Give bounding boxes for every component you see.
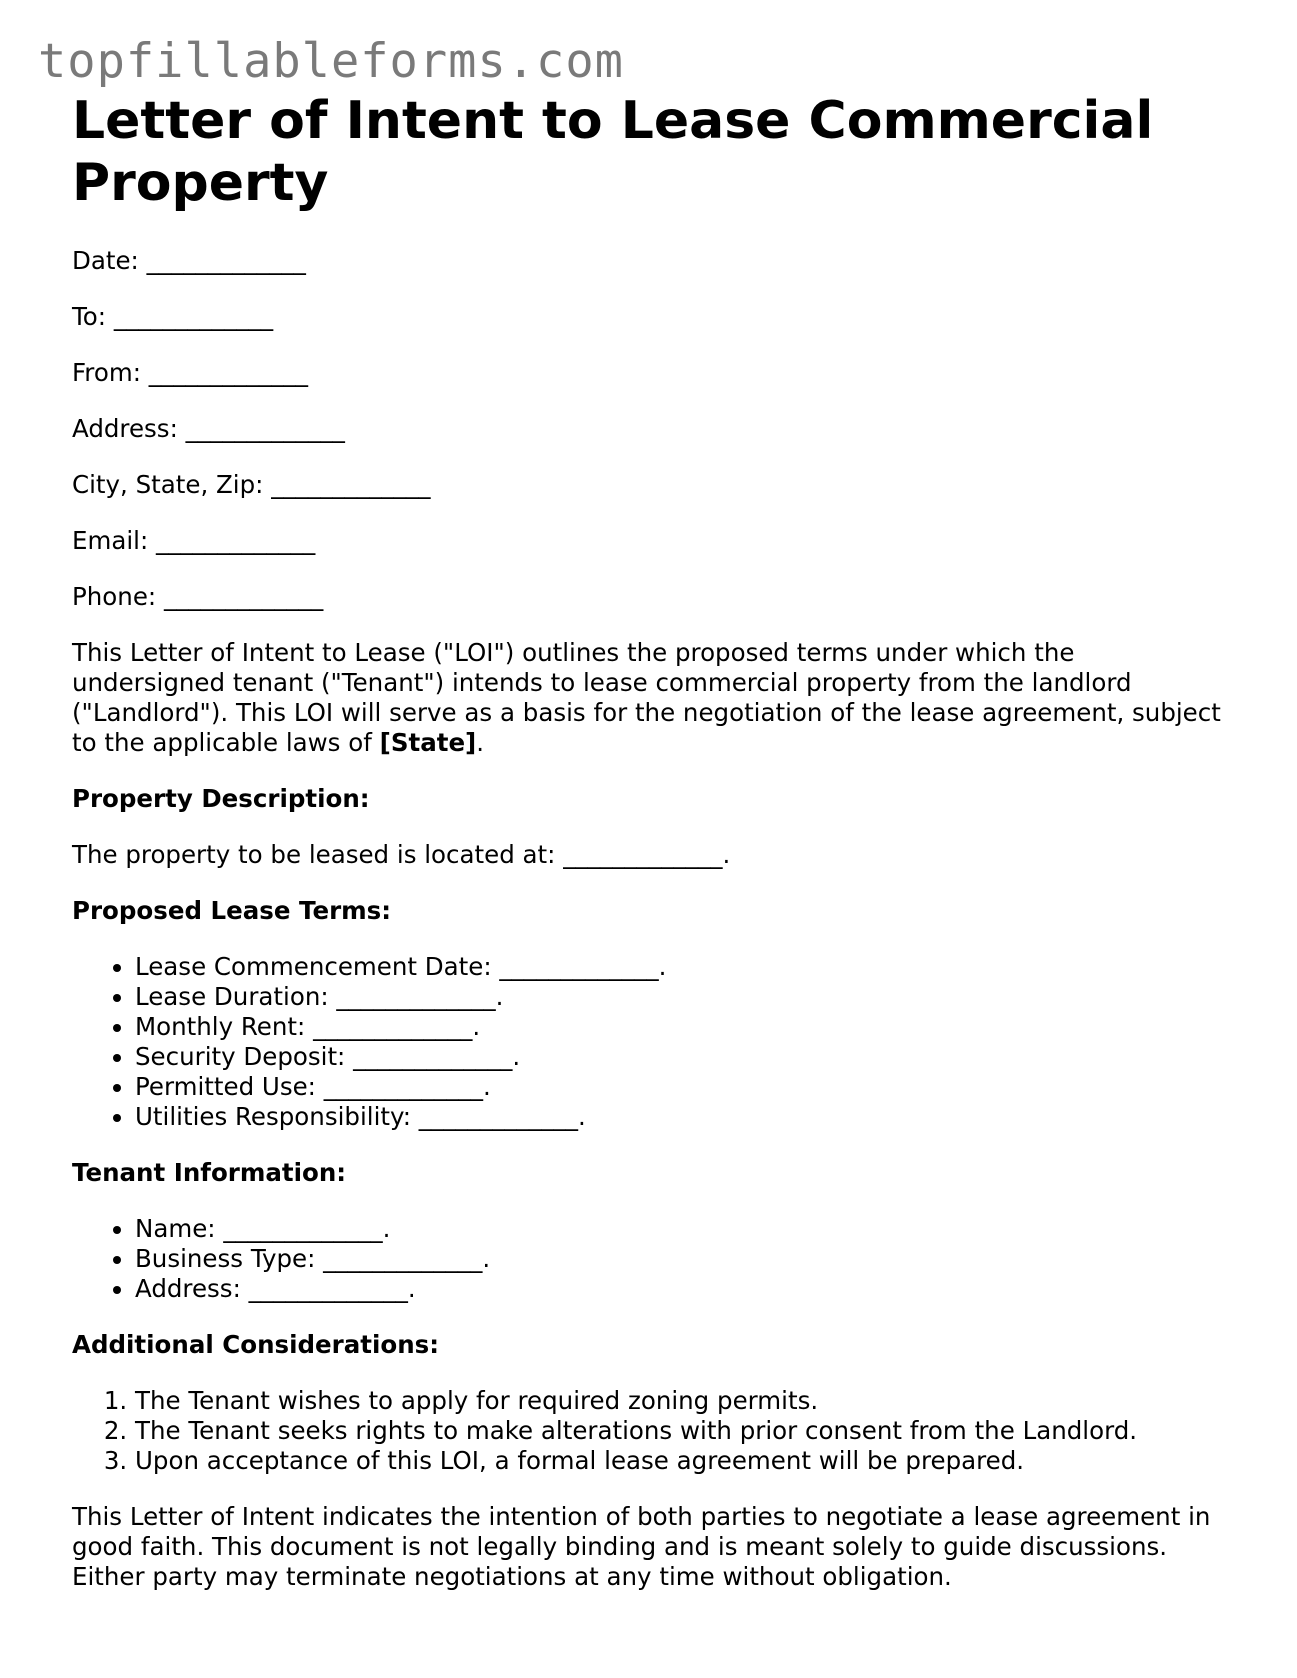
state-placeholder: [State] xyxy=(379,728,477,757)
to-blank[interactable]: _____________ xyxy=(113,302,274,331)
list-item: • Permitted Use: _____________. xyxy=(135,1072,1232,1102)
intro-paragraph: This Letter of Intent to Lease ("LOI") outlines the proposed terms under which the undersigned tenant ("Tenant") intends to lease commercial property from the landlord ("Landlord"). This LOI will serve as a basis for the negotiation of the lease agreement, subject to the applicable laws of [State]. xyxy=(72,638,1221,757)
list-item: • Monthly Rent: _____________. xyxy=(135,1012,1232,1042)
list-item: • Name: _____________. xyxy=(135,1214,1232,1244)
phone-blank[interactable]: _____________ xyxy=(163,582,324,611)
additional-considerations-heading: Additional Considerations: xyxy=(72,1330,440,1359)
list-item: 2. The Tenant seeks rights to make alterations with prior consent from the Landlord. xyxy=(135,1416,1232,1446)
business-type-blank[interactable]: _____________ xyxy=(323,1244,483,1273)
list-item: • Lease Duration: _____________. xyxy=(135,982,1232,1012)
utilities-blank[interactable]: _____________ xyxy=(418,1102,578,1131)
email-blank[interactable]: _____________ xyxy=(156,526,316,555)
permitted-use-blank[interactable]: _____________ xyxy=(323,1072,483,1101)
address-blank[interactable]: _____________ xyxy=(185,414,345,443)
additional-considerations-list xyxy=(72,1386,1232,1476)
list-item: • Address: _____________. xyxy=(135,1274,1232,1304)
city-state-zip-blank[interactable]: _____________ xyxy=(271,470,431,499)
header-fields xyxy=(72,246,1232,612)
property-location-blank[interactable]: _____________ xyxy=(563,840,723,869)
to-field: To: _____________ xyxy=(72,302,274,331)
lease-terms-list xyxy=(72,952,1232,1132)
tenant-information-list xyxy=(72,1214,1232,1304)
commencement-date-blank[interactable]: _____________ xyxy=(499,952,659,981)
date-field: Date: _____________ xyxy=(72,246,306,275)
lease-terms-heading: Proposed Lease Terms: xyxy=(72,896,392,925)
address-field: Address: _____________ xyxy=(72,414,345,443)
email-field: Email: _____________ xyxy=(72,526,316,555)
tenant-information-heading: Tenant Information: xyxy=(72,1158,347,1187)
monthly-rent-blank[interactable]: _____________ xyxy=(313,1012,473,1041)
closing-paragraph: This Letter of Intent indicates the intention of both parties to negotiate a lease agreement in good faith. This document is not legally binding and is meant solely to guide discussions. Either party may terminate negotiations at any time without obligation. xyxy=(72,1502,1211,1591)
list-item: • Utilities Responsibility: _____________. xyxy=(135,1102,1232,1132)
security-deposit-blank[interactable]: _____________ xyxy=(353,1042,513,1071)
from-blank[interactable]: _____________ xyxy=(148,358,309,387)
tenant-address-blank[interactable]: _____________ xyxy=(248,1274,408,1303)
city-state-zip-field: City, State, Zip: _____________ xyxy=(72,470,431,499)
list-item: • Lease Commencement Date: _____________. xyxy=(135,952,1232,982)
list-item: 1. The Tenant wishes to apply for required zoning permits. xyxy=(135,1386,1232,1416)
list-item: • Security Deposit: _____________. xyxy=(135,1042,1232,1072)
document-page xyxy=(72,90,1232,1618)
tenant-name-blank[interactable]: _____________ xyxy=(223,1214,383,1243)
property-description-heading: Property Description: xyxy=(72,784,370,813)
list-item: 3. Upon acceptance of this LOI, a formal lease agreement will be prepared. xyxy=(135,1446,1232,1476)
lease-duration-blank[interactable]: _____________ xyxy=(336,982,496,1011)
list-item: • Business Type: _____________. xyxy=(135,1244,1232,1274)
from-field: From: _____________ xyxy=(72,358,309,387)
property-location-line: The property to be leased is located at: _____________. xyxy=(72,840,731,869)
watermark: topfillableforms.com xyxy=(38,34,624,89)
phone-field: Phone: _____________ xyxy=(72,582,324,611)
date-blank[interactable]: _____________ xyxy=(146,246,306,275)
document-title: Letter of Intent to Lease Commercial Property xyxy=(72,91,1154,213)
